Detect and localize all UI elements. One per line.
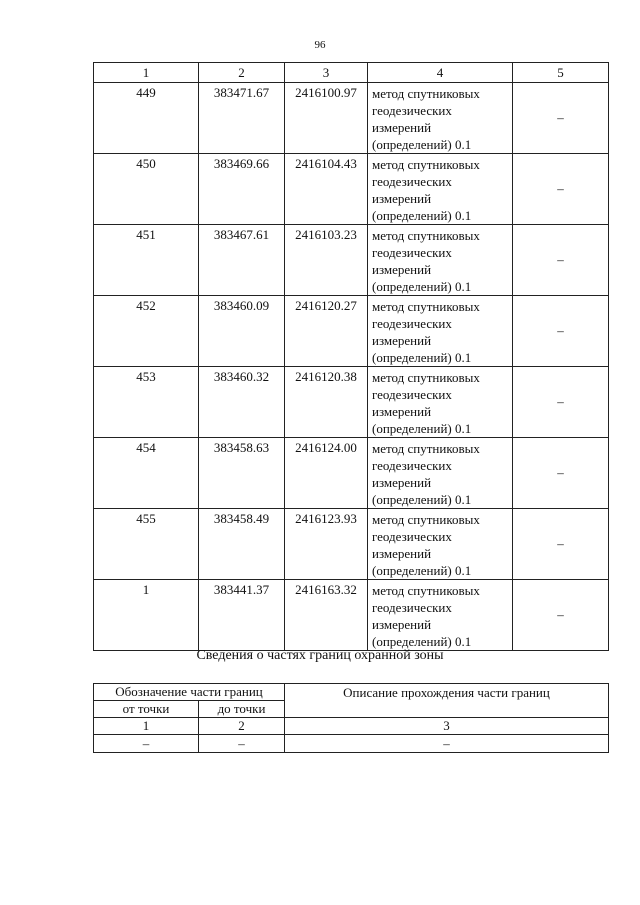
x-coordinate-cell: 383460.32 [199,367,285,438]
measurement-method-cell [368,83,513,154]
column-5-cell: – [513,509,609,580]
measurement-method-cell [368,438,513,509]
table-row [94,296,609,367]
from-point-header: от точки [94,701,199,718]
x-coordinate-cell: 383467.61 [199,225,285,296]
column-number-1: 1 [94,718,199,735]
coordinates-table [93,62,609,651]
method-line: (определений) 0.1 [372,492,472,507]
point-number-cell: 451 [94,225,199,296]
method-line: геодезических [372,103,452,118]
method-line: (определений) 0.1 [372,208,472,223]
method-line: метод спутниковых [372,157,480,172]
measurement-method-cell [368,296,513,367]
method-line: геодезических [372,387,452,402]
method-line: метод спутниковых [372,512,480,527]
table-row [94,225,609,296]
y-coordinate-cell: 2416163.32 [285,580,368,651]
method-line: измерений [372,262,432,277]
point-number-cell: 449 [94,83,199,154]
y-coordinate-cell: 2416123.93 [285,509,368,580]
column-number-3: 3 [285,718,609,735]
table-row [94,83,609,154]
point-number-cell: 454 [94,438,199,509]
method-line: (определений) 0.1 [372,279,472,294]
column-5-cell: – [513,225,609,296]
column-5-cell: – [513,580,609,651]
method-line: геодезических [372,316,452,331]
boundary-designation-header: Обозначение части границ [94,684,285,701]
x-coordinate-cell: 383458.49 [199,509,285,580]
method-line: измерений [372,546,432,561]
point-number-cell: 1 [94,580,199,651]
method-line: измерений [372,120,432,135]
method-line: (определений) 0.1 [372,137,472,152]
measurement-method-cell [368,509,513,580]
method-line: метод спутниковых [372,86,480,101]
column-5-cell: – [513,367,609,438]
page-number: 96 [314,39,326,51]
method-line: измерений [372,333,432,348]
method-line: метод спутниковых [372,583,480,598]
column-5-cell: – [513,296,609,367]
method-line: геодезических [372,600,452,615]
table-row [94,438,609,509]
y-coordinate-cell: 2416104.43 [285,154,368,225]
table-row [94,367,609,438]
table-row [94,509,609,580]
column-5-cell: – [513,83,609,154]
table-header-row [94,63,609,83]
boundary-parts-table [93,683,609,753]
x-coordinate-cell: 383469.66 [199,154,285,225]
column-header-4: 4 [368,63,513,83]
method-line: геодезических [372,529,452,544]
point-number-cell: 450 [94,154,199,225]
description-cell: – [285,735,609,753]
method-line: измерений [372,191,432,206]
method-line: измерений [372,404,432,419]
method-line: измерений [372,617,432,632]
method-line: метод спутниковых [372,228,480,243]
y-coordinate-cell: 2416120.27 [285,296,368,367]
method-line: метод спутниковых [372,299,480,314]
measurement-method-cell [368,154,513,225]
method-line: геодезических [372,458,452,473]
column-header-2: 2 [199,63,285,83]
y-coordinate-cell: 2416103.23 [285,225,368,296]
y-coordinate-cell: 2416124.00 [285,438,368,509]
column-header-5: 5 [513,63,609,83]
table-row [94,154,609,225]
measurement-method-cell [368,580,513,651]
from-point-cell: – [94,735,199,753]
point-number-cell: 453 [94,367,199,438]
y-coordinate-cell: 2416100.97 [285,83,368,154]
measurement-method-cell [368,225,513,296]
column-header-1: 1 [94,63,199,83]
y-coordinate-cell: 2416120.38 [285,367,368,438]
method-line: метод спутниковых [372,441,480,456]
x-coordinate-cell: 383460.09 [199,296,285,367]
method-line: (определений) 0.1 [372,350,472,365]
boundary-description-header: Описание прохождения части границ [285,684,609,718]
section-title: Сведения о частях границ охранной зоны [196,648,444,663]
to-point-cell: – [199,735,285,753]
method-line: (определений) 0.1 [372,563,472,578]
column-header-3: 3 [285,63,368,83]
point-number-cell: 455 [94,509,199,580]
column-5-cell: – [513,438,609,509]
method-line: метод спутниковых [372,370,480,385]
measurement-method-cell [368,367,513,438]
method-line: (определений) 0.1 [372,634,472,649]
to-point-header: до точки [199,701,285,718]
method-line: измерений [372,475,432,490]
method-line: (определений) 0.1 [372,421,472,436]
point-number-cell: 452 [94,296,199,367]
column-5-cell: – [513,154,609,225]
table-row [94,580,609,651]
table-row [94,735,609,753]
method-line: геодезических [372,245,452,260]
x-coordinate-cell: 383471.67 [199,83,285,154]
method-line: геодезических [372,174,452,189]
x-coordinate-cell: 383441.37 [199,580,285,651]
x-coordinate-cell: 383458.63 [199,438,285,509]
column-number-2: 2 [199,718,285,735]
